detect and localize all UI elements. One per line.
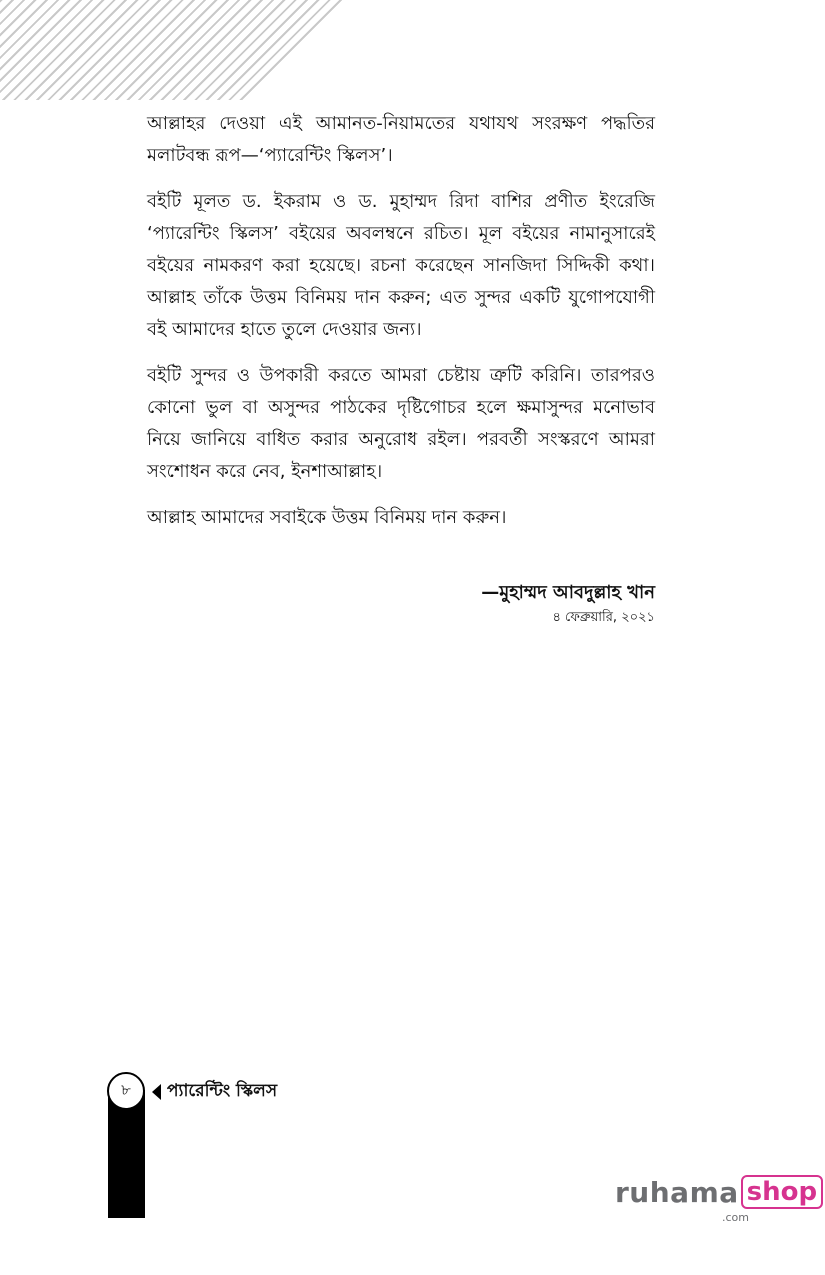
signature-block [481, 578, 655, 628]
paragraph-3: বইটি সুন্দর ও উপকারী করতে আমরা চেষ্টায় ত্রুটি করিনি। তারপরও কোনো ভুল বা অসুন্দর পাঠকের দৃষ্টিগোচর হলে ক্ষমাসুন্দর মনোভাব নিয়ে জানিয়ে বাধিত করার অনুরোধ রইল। পরবর্তী সংস্করণে আমরা সংশোধন করে নেব, ইনশাআল্লাহ। [147, 365, 655, 482]
paragraph-2: বইটি মূলত ড. ইকরাম ও ড. মুহাম্মদ রিদা বাশির প্রণীত ইংরেজি ‘প্যারেন্টিং স্কিলস’ বইয়ের অবলম্বনে রচিত। মূল বইয়ের নামানুসারেই বইয়ের নামকরণ করা হয়েছে। রচনা করেছেন সানজিদা সিদ্দিকী কথা। আল্লাহ তাঁকে উত্তম বিনিময় দান করুন; এত সুন্দর একটি যুগোপযোগী বই আমাদের হাতে তুলে দেওয়ার জন্য। [147, 191, 655, 340]
paragraph-4: আল্লাহ আমাদের সবাইকে উত্তম বিনিময় দান করুন। [147, 507, 507, 528]
book-title: প্যারেন্টিং স্কিলস [167, 1081, 278, 1101]
signature-name: —মুহাম্মদ আবদুল্লাহ খান [481, 582, 655, 603]
logo-text-shop: shop [741, 1175, 823, 1209]
corner-hatch-decoration [0, 0, 350, 100]
ruhamashop-logo [615, 1175, 823, 1209]
page-number-badge [107, 1072, 145, 1110]
logo-text-ruhama: ruhama [615, 1175, 739, 1209]
page-number: ৮ [121, 1080, 131, 1099]
paragraph-1: আল্লাহর দেওয়া এই আমানত-নিয়ামতের যথাযথ সংরক্ষণ পদ্ধতির মলাটবন্ধ রূপ—‘প্যারেন্টিং স্কিলস’। [147, 113, 655, 166]
running-footer [152, 1078, 277, 1106]
body-text [147, 108, 655, 548]
signature-date: ৪ ফেব্রুয়ারি, ২০২১ [552, 610, 655, 625]
logo-text-com: .com [722, 1211, 749, 1224]
left-triangle-icon [152, 1084, 161, 1100]
